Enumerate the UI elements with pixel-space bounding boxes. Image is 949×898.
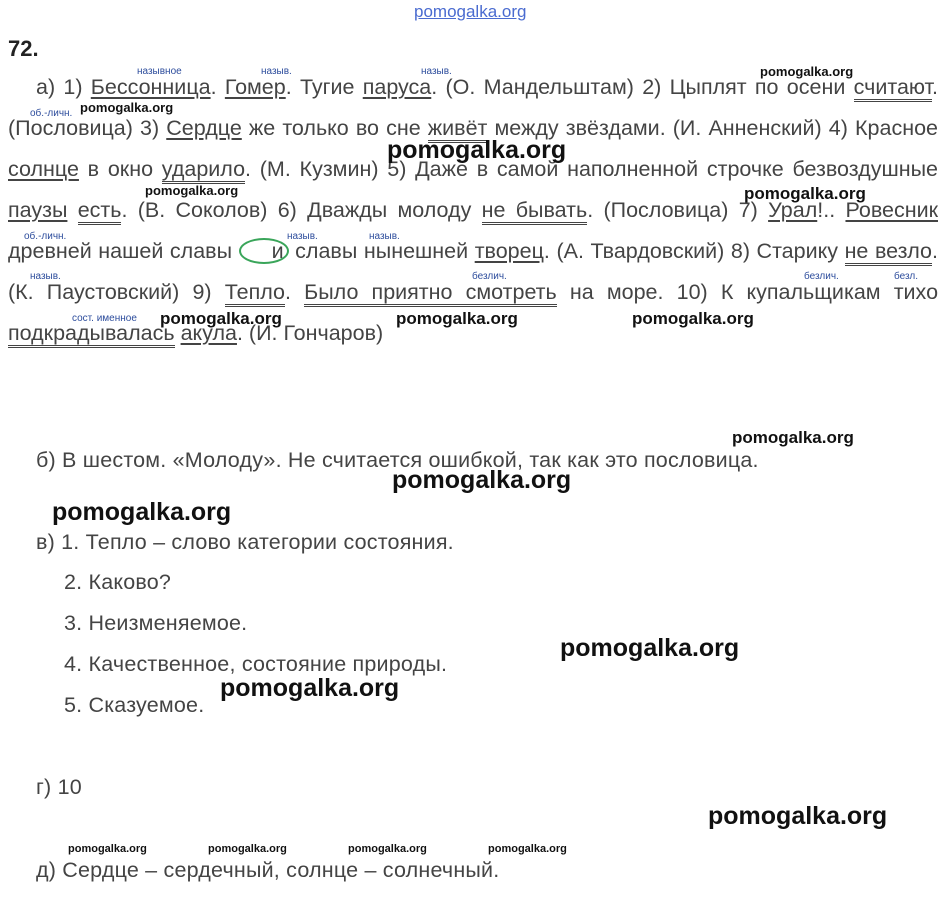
watermark: pomogalka.org xyxy=(732,428,854,447)
predicate-word: не везло xyxy=(845,239,932,266)
answer-v-item: 4. Качественное, состояние природы. xyxy=(64,652,448,676)
predicate-word: ударило xyxy=(162,157,245,184)
subject-word: паруса xyxy=(362,75,432,99)
watermark: pomogalka.org xyxy=(488,843,567,855)
watermark: pomogalka.org xyxy=(760,64,854,79)
subject-word: акула xyxy=(180,321,237,345)
predicate-word: Было приятно смотреть xyxy=(304,280,557,307)
answer-v-item: 3. Неизменяемое. xyxy=(64,611,248,635)
text-run: !.. xyxy=(817,198,846,222)
subject-word: Урал xyxy=(768,198,818,222)
text-run: . (М. Кузмин) 5) Даже в самой наполненной строчке безвоздушные xyxy=(245,157,938,181)
text-run: славы нынешней xyxy=(288,239,475,263)
answer-v-item: в) 1. Тепло – слово категории состояния. xyxy=(36,530,454,554)
exercise-number: 72. xyxy=(8,36,39,61)
answer-d: д) Сердце – сердечный, солнце – солнечный. xyxy=(36,858,500,882)
text-run: а) 1) xyxy=(36,75,91,99)
annotation-label: безлич. xyxy=(804,271,839,282)
watermark: pomogalka.org xyxy=(80,100,174,115)
watermark: pomogalka.org xyxy=(52,498,232,526)
predicate-word: есть xyxy=(78,198,122,225)
answer-v-item: 2. Каково? xyxy=(64,570,172,594)
text-run xyxy=(67,198,77,222)
text-run: . Тугие xyxy=(285,75,363,99)
watermark: pomogalka.org xyxy=(160,309,282,328)
text-run: . (Пословица) 3) xyxy=(8,75,939,140)
subject-word: Гомер xyxy=(224,75,286,99)
text-run: . xyxy=(284,280,305,304)
annotation-label: назыв. xyxy=(261,66,292,77)
subject-word: творец xyxy=(474,239,544,263)
answer-b: б) В шестом. «Молоду». Не считается ошибкой, так как это пословица. xyxy=(36,448,759,472)
text-run: в окно xyxy=(78,157,162,181)
watermark: pomogalka.org xyxy=(560,634,740,662)
watermark: pomogalka.org xyxy=(68,843,147,855)
annotation-label: назыв. xyxy=(287,231,318,242)
text-run: древней нашей славы xyxy=(8,239,239,263)
annotation-label: об.-личн. xyxy=(30,108,73,119)
annotation-label: назыв. xyxy=(421,66,452,77)
circled-conjunction: и xyxy=(239,238,289,264)
predicate-word: не бывать xyxy=(482,198,588,225)
watermark: pomogalka.org xyxy=(387,136,567,164)
answer-g: г) 10 xyxy=(36,775,82,799)
subject-word: паузы xyxy=(8,198,68,222)
annotation-label: безл. xyxy=(894,271,919,282)
watermark: pomogalka.org xyxy=(744,184,866,203)
answer-v-item: 5. Сказуемое. xyxy=(64,693,205,717)
subject-word: Бессонница xyxy=(90,75,211,99)
annotation-label: назыв. xyxy=(369,231,400,242)
text-run: . (А. Твардовский) 8) Старику xyxy=(543,239,845,263)
text-run: . xyxy=(210,75,225,99)
text-run: . (В. Соколов) 6) Дважды молоду xyxy=(121,198,482,222)
annotation-label: назывное xyxy=(137,66,182,77)
text-run: . (Пословица) 7) xyxy=(587,198,769,222)
text-run: . (И. Гончаров) xyxy=(236,321,384,345)
predicate-word: подкрадывалась xyxy=(8,321,175,348)
text-run: на море. 10) К купальщикам тихо xyxy=(556,280,939,304)
predicate-word: считают xyxy=(854,75,932,102)
watermark: pomogalka.org xyxy=(708,802,888,830)
annotation-label: безлич. xyxy=(472,271,507,282)
watermark: pomogalka.org xyxy=(348,843,427,855)
subject-word: Сердце xyxy=(166,116,242,140)
site-link[interactable]: pomogalka.org xyxy=(414,2,527,21)
watermark: pomogalka.org xyxy=(396,309,518,328)
annotation-label: об.-личн. xyxy=(24,231,67,242)
annotation-label: сост. именное xyxy=(72,313,137,324)
subject-word: солнце xyxy=(8,157,79,181)
watermark: pomogalka.org xyxy=(392,466,572,494)
text-run: . (К. Паустовский) 9) xyxy=(8,239,938,304)
annotation-label: назыв. xyxy=(30,271,61,282)
text-run: же только во сне xyxy=(241,116,428,140)
text-run: . (О. Мандельштам) 2) Цыплят по осени xyxy=(431,75,854,99)
watermark: pomogalka.org xyxy=(145,183,239,198)
watermark: pomogalka.org xyxy=(220,674,400,702)
watermark: pomogalka.org xyxy=(208,843,287,855)
predicate-word: живёт xyxy=(428,116,488,143)
watermark: pomogalka.org xyxy=(632,309,754,328)
predicate-word: Тепло xyxy=(225,280,285,307)
subject-word: Ровесник xyxy=(845,198,938,222)
text-run: между звёздами. (И. Анненский) 4) Красное xyxy=(487,116,938,140)
